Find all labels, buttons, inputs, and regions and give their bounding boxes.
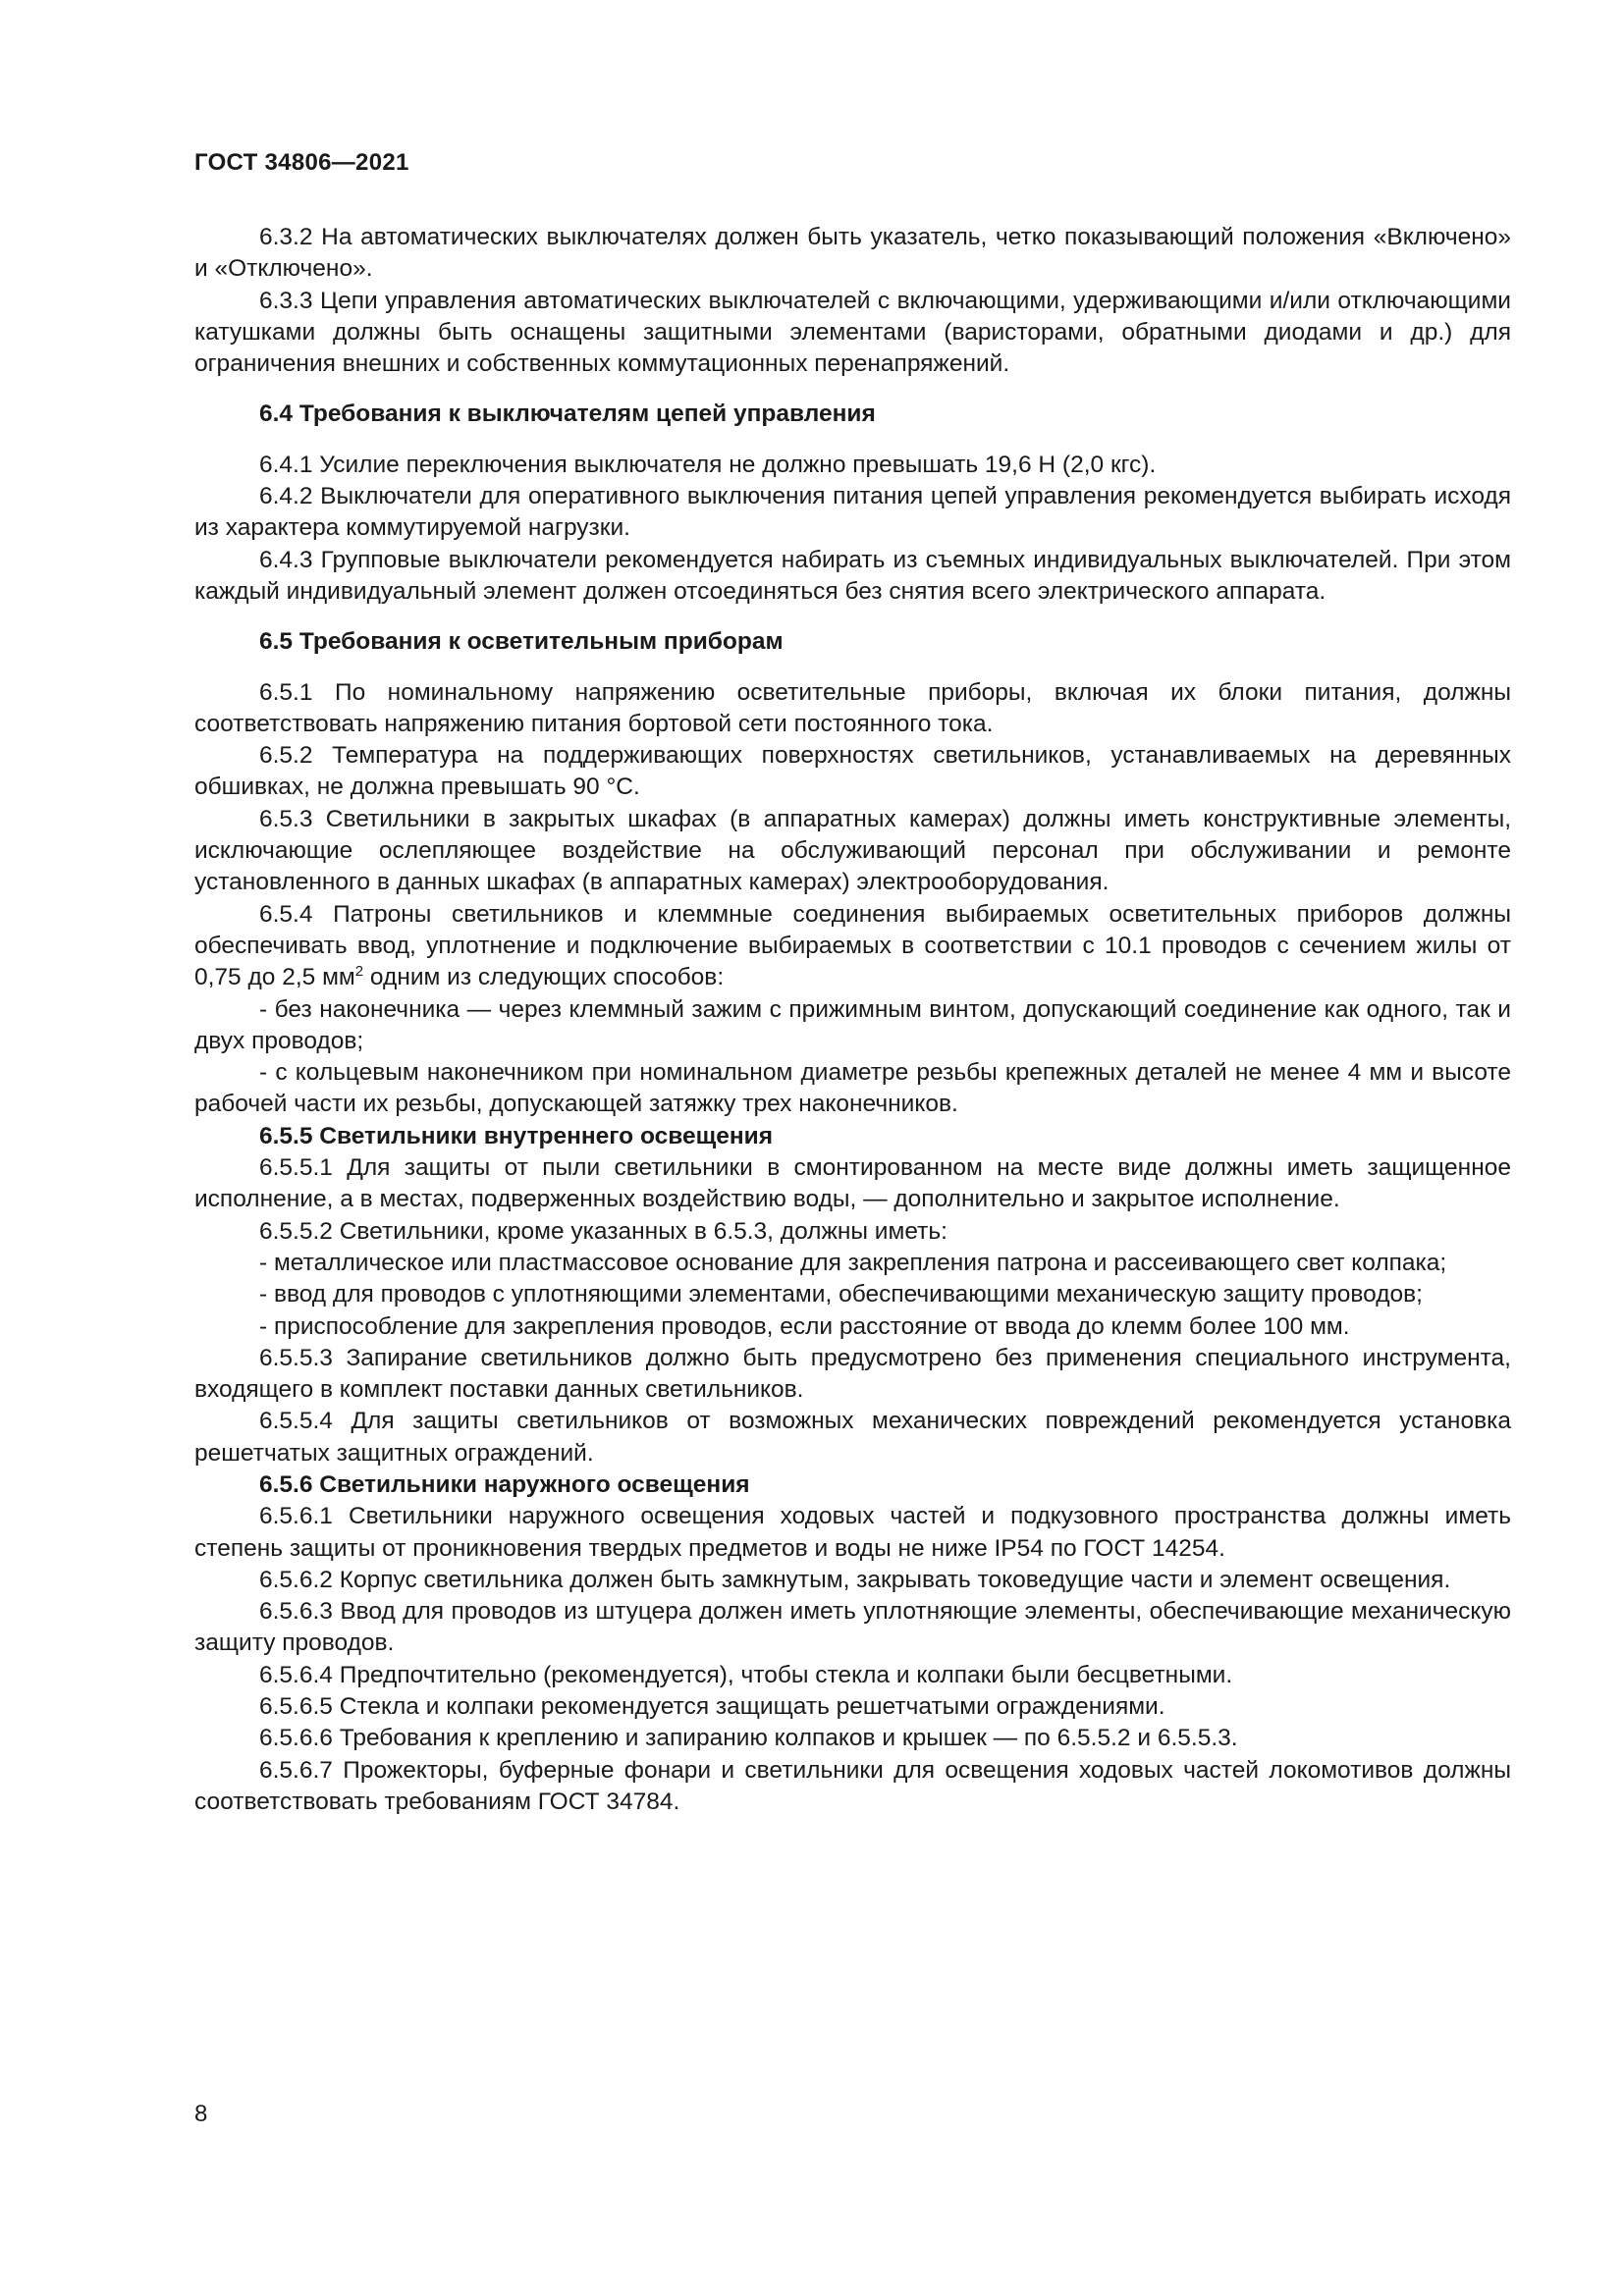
paragraph-6-3-3: 6.3.3 Цепи управления автоматических выключателей с включающими, удерживающими и/или отключающими катушками должны быть оснащены защитными элементами (варисторами, обратными диодами и др.) для ограничения внешних и собственных коммутационных перенапряжений.	[194, 287, 1511, 378]
list-item-base: - металлическое или пластмассовое основание для закрепления патрона и рассеивающего свет колпака;	[259, 1249, 1447, 1276]
paragraph-6-5-6-7: 6.5.6.7 Прожекторы, буферные фонари и светильники для освещения ходовых частей локомотивов должны соответствовать требованиям ГОСТ 34784.	[194, 1756, 1511, 1815]
paragraph-6-5-3: 6.5.3 Светильники в закрытых шкафах (в аппаратных камерах) должны иметь конструктивные элементы, исключающие ослепляющее воздействие на обслуживающий персонал при обслуживании и ремонте установленного в данных шкафах (в аппаратных камерах) электрооборудования.	[194, 805, 1511, 896]
paragraph-6-4-1: 6.4.1 Усилие переключения выключателя не должно превышать 19,6 Н (2,0 кгс).	[259, 451, 1157, 478]
paragraph-6-5-6-2: 6.5.6.2 Корпус светильника должен быть замкнутым, закрывать токоведущие части и элемент освещения.	[259, 1566, 1451, 1593]
list-item-wire-fixing: - приспособление для закрепления проводов, если расстояние от ввода до клемм более 100 мм.	[259, 1312, 1350, 1340]
list-item-wire-entry: - ввод для проводов с уплотняющими элементами, обеспечивающими механическую защиту проводов;	[259, 1281, 1423, 1308]
document-body	[194, 222, 1511, 1818]
paragraph-6-5-2: 6.5.2 Температура на поддерживающих поверхностях светильников, устанавливаемых на деревянных обшивках, не должна превышать 90 °С.	[194, 742, 1511, 801]
section-heading-6-4: 6.4 Требования к выключателям цепей управления	[259, 400, 876, 428]
paragraph-6-5-4	[194, 899, 1511, 994]
paragraph-6-5-5-4: 6.5.5.4 Для защиты светильников от возможных механических повреждений рекомендуется установка решетчатых защитных ограждений.	[194, 1408, 1511, 1467]
paragraph-6-5-6-6: 6.5.6.6 Требования к креплению и запиранию колпаков и крышек — по 6.5.5.2 и 6.5.5.3.	[259, 1725, 1238, 1752]
paragraph-6-4-2: 6.4.2 Выключатели для оперативного выключения питания цепей управления рекомендуется выбирать исходя из характера коммутируемой нагрузки.	[194, 483, 1511, 542]
paragraph-6-5-4-tail: одним из следующих способов:	[363, 964, 725, 991]
paragraph-6-5-5-3: 6.5.5.3 Запирание светильников должно быть предусмотрено без применения специального инструмента, входящего в комплект поставки данных светильников.	[194, 1344, 1511, 1404]
list-item-without-lug: - без наконечника — через клеммный зажим с прижимным винтом, допускающий соединение как одного, так и двух проводов;	[194, 995, 1511, 1054]
paragraph-6-5-6-5: 6.5.6.5 Стекла и колпаки рекомендуется защищать решетчатыми ограждениями.	[259, 1693, 1165, 1721]
paragraph-6-5-4-text: 6.5.4 Патроны светильников и клеммные соединения выбираемых осветительных приборов должны обеспечивать ввод, уплотнение и подключение выбираемых в соответствии с 10.1 проводов с сечением жилы от 0,75 до 2,5 мм	[194, 900, 1511, 991]
paragraph-6-4-3: 6.4.3 Групповые выключатели рекомендуется набирать из съемных индивидуальных выключателей. При этом каждый индивидуальный элемент должен отсоединяться без снятия всего электрического аппарата.	[194, 546, 1511, 605]
paragraph-6-5-6-4: 6.5.6.4 Предпочтительно (рекомендуется), чтобы стекла и колпаки были бесцветными.	[259, 1661, 1233, 1688]
paragraph-6-5-5-2: 6.5.5.2 Светильники, кроме указанных в 6.5.3, должны иметь:	[259, 1217, 947, 1245]
paragraph-6-5-6-1: 6.5.6.1 Светильники наружного освещения ходовых частей и подкузовного пространства должны иметь степень защиты от проникновения твердых предметов и воды не ниже IP54 по ГОСТ 14254.	[194, 1503, 1511, 1562]
superscript-2: 2	[354, 963, 364, 981]
list-item-ring-lug: - с кольцевым наконечником при номинальном диаметре резьбы крепежных деталей не менее 4 мм и высоте рабочей части их резьбы, допускающей затяжку трех наконечников.	[194, 1059, 1511, 1118]
paragraph-6-5-6-3: 6.5.6.3 Ввод для проводов из штуцера должен иметь уплотняющие элементы, обеспечивающие механическую защиту проводов.	[194, 1598, 1511, 1657]
paragraph-6-5-1: 6.5.1 По номинальному напряжению осветительные приборы, включая их блоки питания, должны соответствовать напряжению питания бортовой сети постоянного тока.	[194, 678, 1511, 737]
section-heading-6-5: 6.5 Требования к осветительным приборам	[259, 628, 784, 656]
subsection-heading-6-5-6: 6.5.6 Светильники наружного освещения	[259, 1470, 750, 1498]
document-header: ГОСТ 34806—2021	[194, 149, 409, 176]
paragraph-6-5-5-1: 6.5.5.1 Для защиты от пыли светильники в смонтированном на месте виде должны иметь защищенное исполнение, а в местах, подверженных воздействию воды, — дополнительно и закрытое исполнение.	[194, 1154, 1511, 1213]
page-number: 8	[194, 2101, 208, 2127]
subsection-heading-6-5-5: 6.5.5 Светильники внутреннего освещения	[259, 1122, 774, 1149]
paragraph-6-3-2: 6.3.2 На автоматических выключателях должен быть указатель, четко показывающий положения «Включено» и «Отключено».	[194, 224, 1511, 283]
